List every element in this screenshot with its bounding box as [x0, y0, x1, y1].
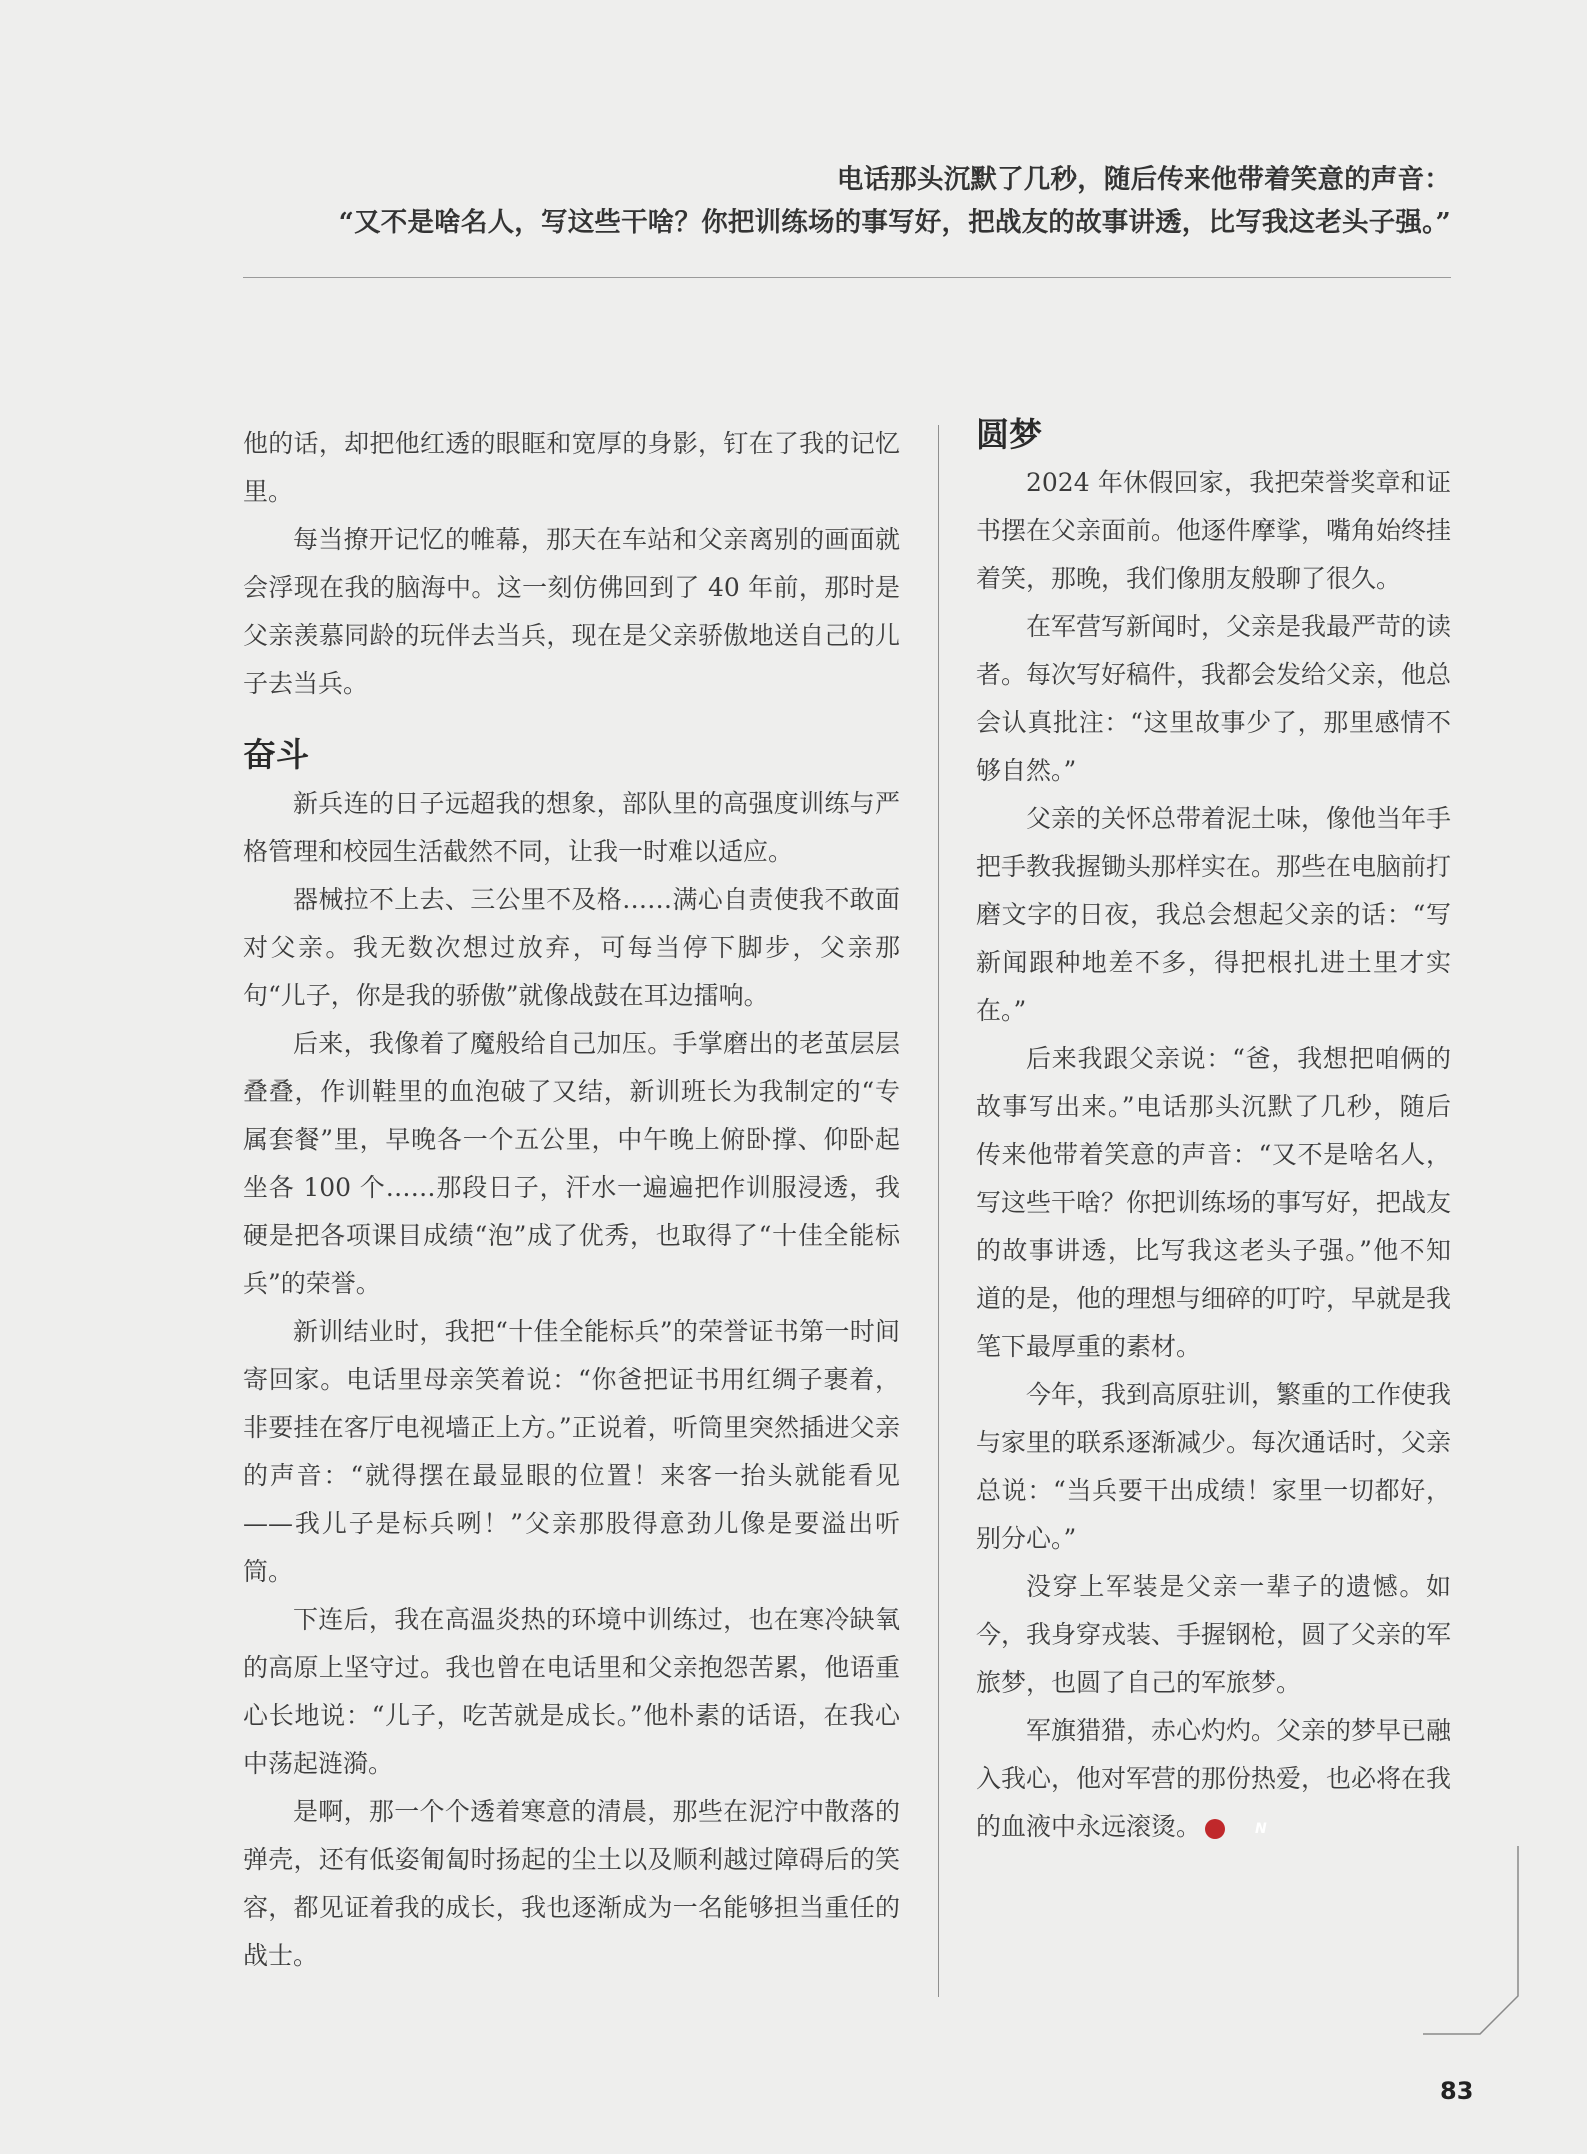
- paragraph: 他的话，却把他红透的眼眶和宽厚的身影，钉在了我的记忆里。: [243, 429, 900, 506]
- page-number: 83: [1440, 2077, 1474, 2105]
- paragraph: 新训结业时，我把“十佳全能标兵”的荣誉证书第一时间寄回家。电话里母亲笑着说：“你爸把证书用红绸子裹着，非要挂在客厅电视墙正上方。”正说着，听筒里突然插进父亲的声音：“就得摆在最显眼的位置！来客一抬头就能看见——我儿子是标兵咧！”父亲那股得意劲儿像是要溢出听筒。: [243, 1317, 900, 1586]
- right-column: [976, 412, 1451, 1851]
- paragraph: 下连后，我在高温炎热的环境中训练过，也在寒冷缺氧的高原上坚守过。我也曾在电话里和父亲抱怨苦累，他语重心长地说：“儿子，吃苦就是成长。”他朴素的话语，在我心中荡起涟漪。: [243, 1605, 900, 1778]
- paragraph-text: 军旗猎猎，赤心灼灼。父亲的梦早已融入我心，他对军营的那份热爱，也必将在我的血液中永远滚烫。: [976, 1716, 1452, 1841]
- final-paragraph: [976, 1707, 1451, 1851]
- paragraph: 是啊，那一个个透着寒意的清晨，那些在泥泞中散落的弹壳，还有低姿匍匐时扬起的尘土以及顺利越过障碍后的笑容，都见证着我的成长，我也逐渐成为一名能够担当重任的战士。: [243, 1797, 900, 1970]
- pull-quote-line-1: 电话那头沉默了几秒，随后传来他带着笑意的声音：: [836, 164, 1451, 195]
- paragraph: 器械拉不上去、三公里不及格……满心自责使我不敢面对父亲。我无数次想过放弃，可每当停下脚步，父亲那句“儿子，你是我的骄傲”就像战鼓在耳边擂响。: [243, 885, 900, 1010]
- column-divider: [938, 425, 939, 1997]
- paragraph: 新兵连的日子远超我的想象，部队里的高强度训练与严格管理和校园生活截然不同，让我一时难以适应。: [243, 789, 900, 866]
- paragraph: 后来我跟父亲说：“爸，我想把咱俩的故事写出来。”电话那头沉默了几秒，随后传来他带着笑意的声音：“又不是啥名人，写这些干啥？你把训练场的事写好，把战友的故事讲透，比写我这老头子强。”他不知道的是，他的理想与细碎的叮咛，早就是我笔下最厚重的素材。: [976, 1044, 1452, 1361]
- pull-quote: [243, 158, 1451, 244]
- paragraph: 后来，我像着了魔般给自己加压。手掌磨出的老茧层层叠叠，作训鞋里的血泡破了又结，新训班长为我制定的“专属套餐”里，早晚各一个五公里，中午晚上俯卧撑、仰卧起坐各 100 个……那段日子，汗水一遍遍把作训服浸透，我硬是把各项课目成绩“泡”成了优秀，也取得了“十佳全能标兵”的荣誉。: [243, 1029, 900, 1298]
- paragraph: 每当撩开记忆的帷幕，那天在车站和父亲离别的画面就会浮现在我的脑海中。这一刻仿佛回到了 40 年前，那时是父亲羡慕同龄的玩伴去当兵，现在是父亲骄傲地送自己的儿子去当兵。: [243, 525, 900, 698]
- left-column: [243, 420, 900, 1980]
- pull-quote-divider: [243, 277, 1451, 278]
- corner-decoration: [1420, 1846, 1520, 2036]
- paragraph: 在军营写新闻时，父亲是我最严苛的读者。每次写好稿件，我都会发给父亲，他总会认真批注：“这里故事少了，那里感情不够自然。”: [976, 612, 1452, 785]
- paragraph: 2024 年休假回家，我把荣誉奖章和证书摆在父亲面前。他逐件摩挲，嘴角始终挂着笑，那晚，我们像朋友般聊了很久。: [976, 468, 1452, 593]
- paragraph: 今年，我到高原驻训，繁重的工作使我与家里的联系逐渐减少。每次通话时，父亲总说：“当兵要干出成绩！家里一切都好，别分心。”: [976, 1380, 1452, 1553]
- end-mark-icon: N: [1205, 1819, 1225, 1839]
- paragraph: 没穿上军装是父亲一辈子的遗憾。如今，我身穿戎装、手握钢枪，圆了父亲的军旅梦，也圆了自己的军旅梦。: [976, 1572, 1452, 1697]
- paragraph: 父亲的关怀总带着泥土味，像他当年手把手教我握锄头那样实在。那些在电脑前打磨文字的日夜，我总会想起父亲的话：“写新闻跟种地差不多，得把根扎进土里才实在。”: [976, 804, 1452, 1025]
- section-heading-struggle: 奋斗: [243, 735, 309, 774]
- pull-quote-line-2: “又不是啥名人，写这些干啥？你把训练场的事写好，把战友的故事讲透，比写我这老头子强。”: [338, 207, 1451, 238]
- section-heading-dream: 圆梦: [976, 415, 1042, 454]
